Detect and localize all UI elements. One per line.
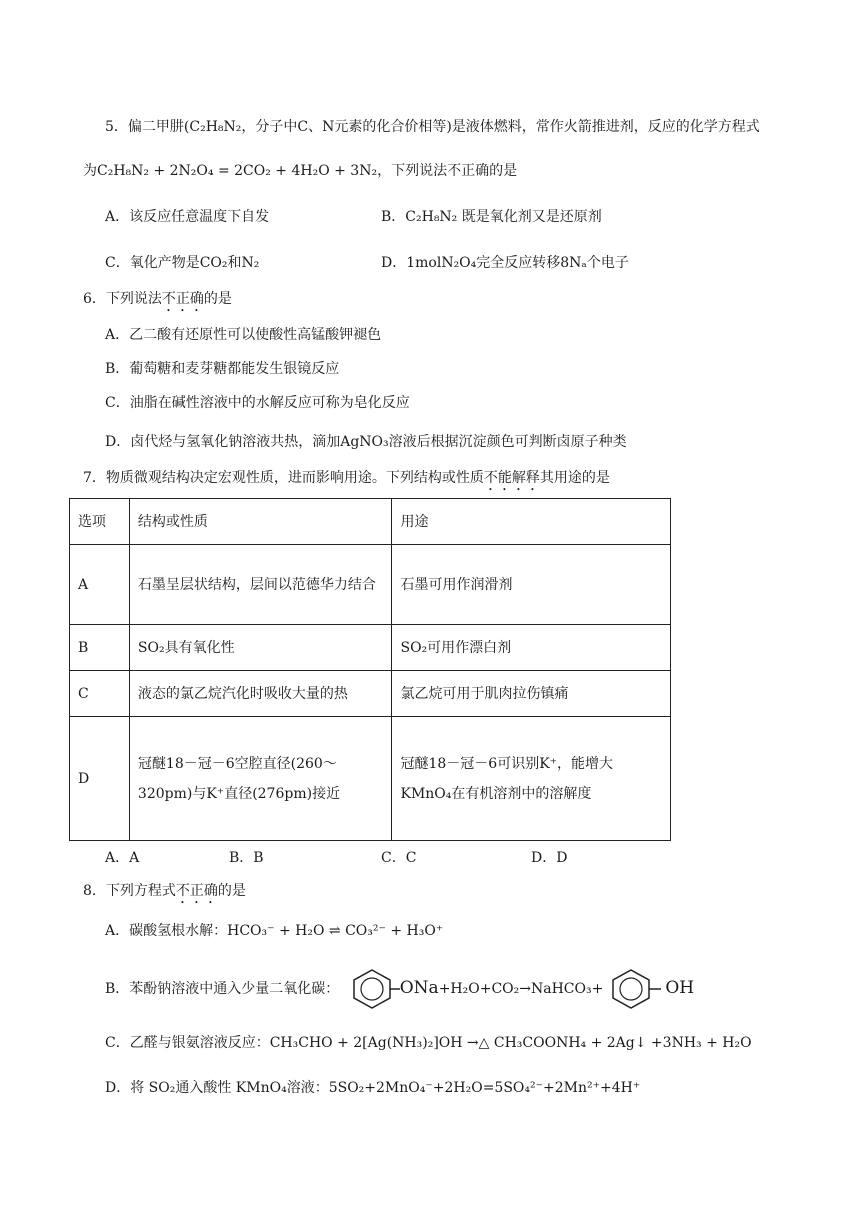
table-row (70, 671, 671, 717)
table-row (70, 717, 671, 841)
q7-table (69, 498, 671, 841)
table-cell-use: 石墨可用作润滑剂 (392, 545, 671, 625)
q7-stem (83, 469, 610, 494)
q8-option-a: A．碳酸氢根水解：HCO₃⁻ + H₂O ⇌ CO₃²⁻ + H₃O⁺ (105, 923, 444, 939)
table-header-row (70, 499, 671, 545)
table-cell-property: 石墨呈层状结构，层间以范德华力结合 (129, 545, 392, 625)
q5-option-a: A．该反应任意温度下自发 (105, 209, 270, 225)
q6-option-c: C．油脂在碱性溶液中的水解反应可称为皂化反应 (105, 395, 410, 411)
phenol-hydroxyl-group: OH (665, 978, 695, 998)
q6-stem-pre: 6．下列说法 (83, 291, 162, 307)
q6-stem (83, 290, 232, 315)
q8-option-c: C．乙醛与银氨溶液反应：CH₃CHO + 2[Ag(NH₃)₂]OH →△ CH₃COONH₄ + 2Ag↓ +3NH₃ + H₂O (105, 1035, 752, 1051)
table-row (70, 545, 671, 625)
q8-stem (83, 882, 246, 907)
table-header-cell: 选项 (70, 499, 130, 545)
table-header-cell: 结构或性质 (129, 499, 392, 545)
q6-stem-emphasis: 不正确 (161, 291, 204, 307)
q5-stem-line2: 为C₂H₈N₂ + 2N₂O₄ = 2CO₂ + 4H₂O + 3N₂，下列说法不正确的是 (83, 163, 518, 179)
q5-option-c: C．氧化产物是CO₂和N₂ (105, 255, 260, 271)
q7-choice-a: A．A (105, 850, 140, 866)
q6-option-d: D．卤代烃与氢氧化钠溶液共热，滴加AgNO₃溶液后根据沉淀颜色可判断卤原子种类 (105, 434, 627, 450)
table-cell-option: C (70, 671, 130, 717)
benzene-ring-icon (344, 967, 400, 1011)
q8-option-b-middle: +H₂O+CO₂→NaHCO₃+ (438, 981, 604, 997)
q6-option-b: B．葡萄糖和麦芽糖都能发生银镜反应 (105, 361, 340, 377)
q8-option-b (105, 966, 694, 1010)
sodium-phenoxide-group: ONa (399, 978, 439, 998)
table-cell-option: B (70, 625, 130, 671)
q7-choice-c: C．C (381, 850, 417, 866)
q8-option-d: D．将 SO₂通入酸性 KMnO₄溶液：5SO₂+2MnO₄⁻+2H₂O=5SO₄²⁻+2Mn²⁺+4H⁺ (105, 1080, 641, 1096)
q7-choice-d: D．D (531, 850, 568, 866)
table-cell-option: A (70, 545, 130, 625)
table-cell-use: 冠醚18－冠－6可识别K⁺，能增大KMnO₄在有机溶剂中的溶解度 (392, 717, 671, 841)
q5-option-b: B．C₂H₈N₂ 既是氧化剂又是还原剂 (381, 209, 602, 225)
table-cell-use: 氯乙烷可用于肌肉拉伤镇痛 (392, 671, 671, 717)
table-cell-property: 液态的氯乙烷汽化时吸收大量的热 (129, 671, 392, 717)
table-cell-use: SO₂可用作漂白剂 (392, 625, 671, 671)
q6-option-a: A．乙二酸有还原性可以使酸性高锰酸钾褪色 (105, 327, 382, 343)
table-header-cell: 用途 (392, 499, 671, 545)
q6-stem-post: 的是 (203, 291, 232, 307)
q8-stem-post: 的是 (217, 883, 246, 899)
q7-stem-emphasis: 不能解释 (483, 470, 540, 486)
benzene-ring-icon (603, 967, 665, 1011)
q7-choice-b: B．B (229, 850, 264, 866)
q5-option-d: D．1molN₂O₄完全反应转移8Nₐ个电子 (381, 255, 629, 271)
table-cell-property: SO₂具有氧化性 (129, 625, 392, 671)
q7-stem-post: 其用途的是 (539, 470, 610, 486)
table-cell-property: 冠醚18－冠－6空腔直径(260～320pm)与K⁺直径(276pm)接近 (129, 717, 392, 841)
table-row (70, 625, 671, 671)
table-cell-option: D (70, 717, 130, 841)
q7-stem-pre: 7．物质微观结构决定宏观性质，进而影响用途。下列结构或性质 (83, 470, 484, 486)
q8-stem-pre: 8．下列方程式 (83, 883, 176, 899)
q8-stem-emphasis: 不正确 (175, 883, 218, 899)
q8-option-b-prefix: B．苯酚钠溶液中通入少量二氧化碳： (105, 981, 340, 997)
q5-stem-line1: 5．偏二甲肼(C₂H₈N₂，分子中C、N元素的化合价相等)是液体燃料，常作火箭推进剂，反应的化学方程式 (105, 119, 760, 135)
